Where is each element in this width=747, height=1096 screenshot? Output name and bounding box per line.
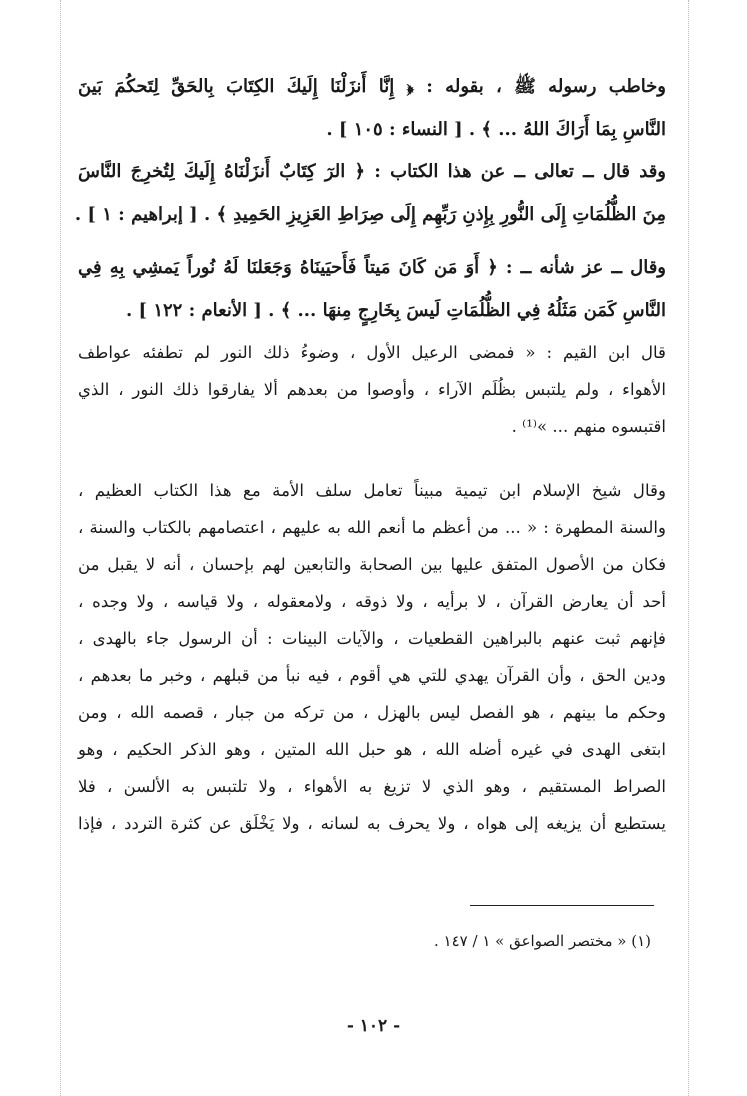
paragraph-line: ودين الحق ، وأن القرآن يهدي للتي هي أقوم ، فيه نبأ من قبلهم ، وخبر ما بعدهم ، <box>78 666 666 685</box>
paragraph-line: وخاطب رسوله ﷺ ، بقوله : ﴿ إِنَّا أَنزَلْنَا إِلَيكَ الكِتَابَ بِالحَقِّ لِتَحكُمَ بَينَ <box>78 76 666 97</box>
paragraph-line: وقال ــ عز شأنه ــ : ﴿ أَوَ مَن كَانَ مَيتاً فَأَحيَينَاهُ وَجَعَلنَا لَهُ نُوراً يَمشِي بِهِ فِي <box>78 257 666 278</box>
paragraph-line: الصراط المستقيم ، وهو الذي لا تزيغ به الأهواء ، ولا تلتبس به الألسن ، فلا <box>78 777 666 796</box>
paragraph-quran-ibrahim <box>74 161 666 249</box>
footnote: (١) « مختصر الصواعق » ١ / ١٤٧ . <box>434 932 651 950</box>
paragraph-line: وقال شيخ الإسلام ابن تيمية مبيناً تعامل سلف الأمة مع هذا الكتاب العظيم ، <box>78 481 666 500</box>
paragraph-line: فإنهم ثبت عنهم بالبراهين القطعيات ، والآيات البينات : أن الرسول جاء بالهدى ، <box>78 629 666 648</box>
paragraph-line: يستطيع أن يزيغه إلى هواه ، ولا يحرف به لسانه ، ولا يَخْلَق عن كثرة التردد ، فإذا <box>78 814 666 833</box>
left-scan-edge <box>60 0 61 1096</box>
paragraph-line: الأهواء ، ولم يلتبس بظُلَم الآراء ، وأوصوا من بعدهم ألا يفارقوا ذلك النور ، الذي <box>78 380 666 399</box>
paragraph-line: قال ابن القيم : « فمضى الرعيل الأول ، وضوءُ ذلك النور لم تطفئه عواطف <box>78 343 666 362</box>
right-scan-edge <box>688 0 689 1096</box>
page-number: - ١٠٢ - <box>346 1016 401 1036</box>
paragraph-line: وقد قال ــ تعالى ــ عن هذا الكتاب : ﴿ الرٓ كِتَابٌ أَنزَلْنَاهُ إِلَيكَ لِتُخرِجَ النَّاسَ <box>78 161 666 182</box>
paragraph-ibn-alqayyim <box>78 345 666 456</box>
paragraph-ibn-taymiyyah <box>78 483 666 853</box>
paragraph-line: اقتبسوه منهم ... »⁽¹⁾ . <box>511 417 666 436</box>
paragraph-quran-anam <box>78 259 666 345</box>
paragraph-quran-nisa <box>78 78 666 164</box>
footnote-separator <box>470 905 654 906</box>
paragraph-line: والسنة المطهرة : « ... من أعظم ما أنعم الله به عليهم ، اعتصامهم بالكتاب والسنة ، <box>78 518 666 537</box>
paragraph-line: فكان من الأصول المتفق عليها بين الصحابة والتابعين لهم بإحسان ، أنه لا يقبل من <box>78 555 666 574</box>
paragraph-line: النَّاسِ بِمَا أَرَاكَ اللهُ ... ﴾ . [ النساء : ١٠٥ ] . <box>326 119 666 140</box>
paragraph-line: وحكم ما بينهم ، هو الفصل ليس بالهزل ، من تركه من جبار ، قصمه الله ، ومن <box>78 703 666 722</box>
paragraph-line: النَّاسِ كَمَن مَثَلُهُ فِي الظُّلُمَاتِ لَيسَ بِخَارِجٍ مِنهَا ... ﴾ . [ الأنعام : ١٢٢ ] . <box>126 300 666 321</box>
paragraph-line: مِنَ الظُّلُمَاتِ إِلَى النُّورِ بِإِذنِ رَبِّهِم إِلَى صِرَاطِ العَزِيزِ الحَمِيدِ ﴾ . [ إبراهيم : ١ ] . <box>74 204 666 225</box>
paragraph-line: ابتغى الهدى في غيره أضله الله ، هو حبل الله المتين ، وهو الذكر الحكيم ، وهو <box>78 740 666 759</box>
paragraph-line: أحد أن يعارض القرآن ، لا برأيه ، ولا ذوقه ، ولامعقوله ، ولا قياسه ، ولا وجده ، <box>78 592 666 611</box>
